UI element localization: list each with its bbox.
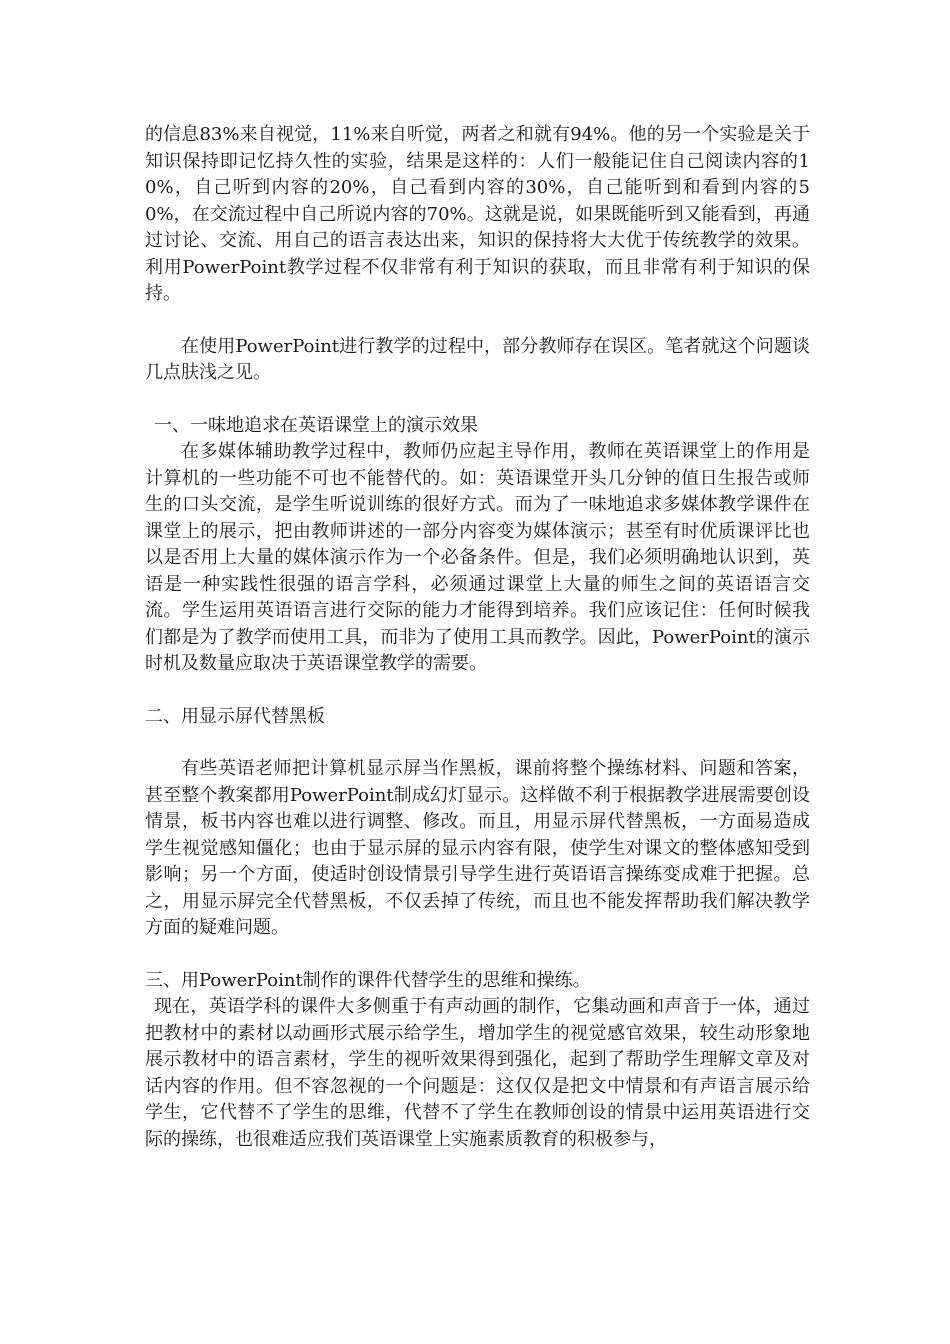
spacer: [145, 730, 810, 756]
section1-heading: 一、一味地追求在英语课堂上的演示效果: [154, 414, 478, 436]
spacer: [145, 942, 810, 968]
spacer: [145, 387, 810, 413]
section2-heading: 二、用显示屏代替黑板: [145, 705, 325, 727]
document-page: [145, 122, 810, 1153]
section1-body: 在多媒体辅助教学过程中，教师仍应起主导作用，教师在英语课堂上的作用是计算机的一些功能不可也不能替代的。如：英语课堂开头几分钟的值日生报告或师生的口头交流，是学生听说训练的很好方式。而为了一味地追求多媒体教学课件在课堂上的展示，把由教师讲述的一部分内容变为媒体演示；甚至有时优质课评比也以是否用上大量的媒体演示作为一个必备条件。但是，我们必须明确地认识到，英语是一种实践性很强的语言学科，必须通过课堂上大量的师生之间的英语语言交流。学生运用英语语言进行交际的能力才能得到培养。我们应该记住：任何时候我们都是为了教学而使用工具，而非为了使用工具而教学。因此，PowerPoint的演示时机及数量应取决于英语课堂教学的需要。: [145, 441, 810, 674]
spacer: [145, 678, 810, 704]
transition-paragraph: 在使用PowerPoint进行教学的过程中，部分教师存在误区。笔者就这个问题谈几点肤浅之见。: [145, 335, 810, 383]
section3-heading: 三、用PowerPoint制作的课件代替学生的思维和操练。: [145, 969, 591, 991]
section3-body: 现在，英语学科的课件大多侧重于有声动画的制作，它集动画和声音于一体，通过把教材中的素材以动画形式展示给学生，增加学生的视觉感官效果，较生动形象地展示教材中的语言素材，学生的视听效果得到强化，起到了帮助学生理解文章及对话内容的作用。但不容忽视的一个问题是：这仅仅是把文中情景和有声语言展示给学生，它代替不了学生的思维，代替不了学生在教师创设的情景中运用英语进行交际的操练，也很难适应我们英语课堂上实施素质教育的积极参与，: [145, 996, 810, 1150]
intro-paragraph: 的信息83%来自视觉，11%来自听觉，两者之和就有94%。他的另一个实验是关于知识保持即记忆持久性的实验，结果是这样的：人们一般能记住自己阅读内容的10%，自己听到内容的20%，自己看到内容的30%，自己能听到和看到内容的50%，在交流过程中自己所说内容的70%。这就是说，如果既能听到又能看到，再通过讨论、交流、用自己的语言表达出来，知识的保持将大大优于传统教学的效果。利用PowerPoint教学过程不仅非常有利于知识的获取，而且非常有利于知识的保持。: [145, 124, 810, 304]
spacer: [145, 308, 810, 334]
section2-body: 有些英语老师把计算机显示屏当作黑板，课前将整个操练材料、问题和答案，甚至整个教案都用PowerPoint制成幻灯显示。这样做不利于根据教学进展需要创设情景，板书内容也难以进行调整、修改。而且，用显示屏代替黑板，一方面易造成学生视觉感知僵化；也由于显示屏的显示内容有限，使学生对课文的整体感知受到影响；另一个方面，使适时创设情景引导学生进行英语语言操练变成难于把握。总之，用显示屏完全代替黑板，不仅丢掉了传统，而且也不能发挥帮助我们解决教学方面的疑难问题。: [145, 758, 810, 938]
